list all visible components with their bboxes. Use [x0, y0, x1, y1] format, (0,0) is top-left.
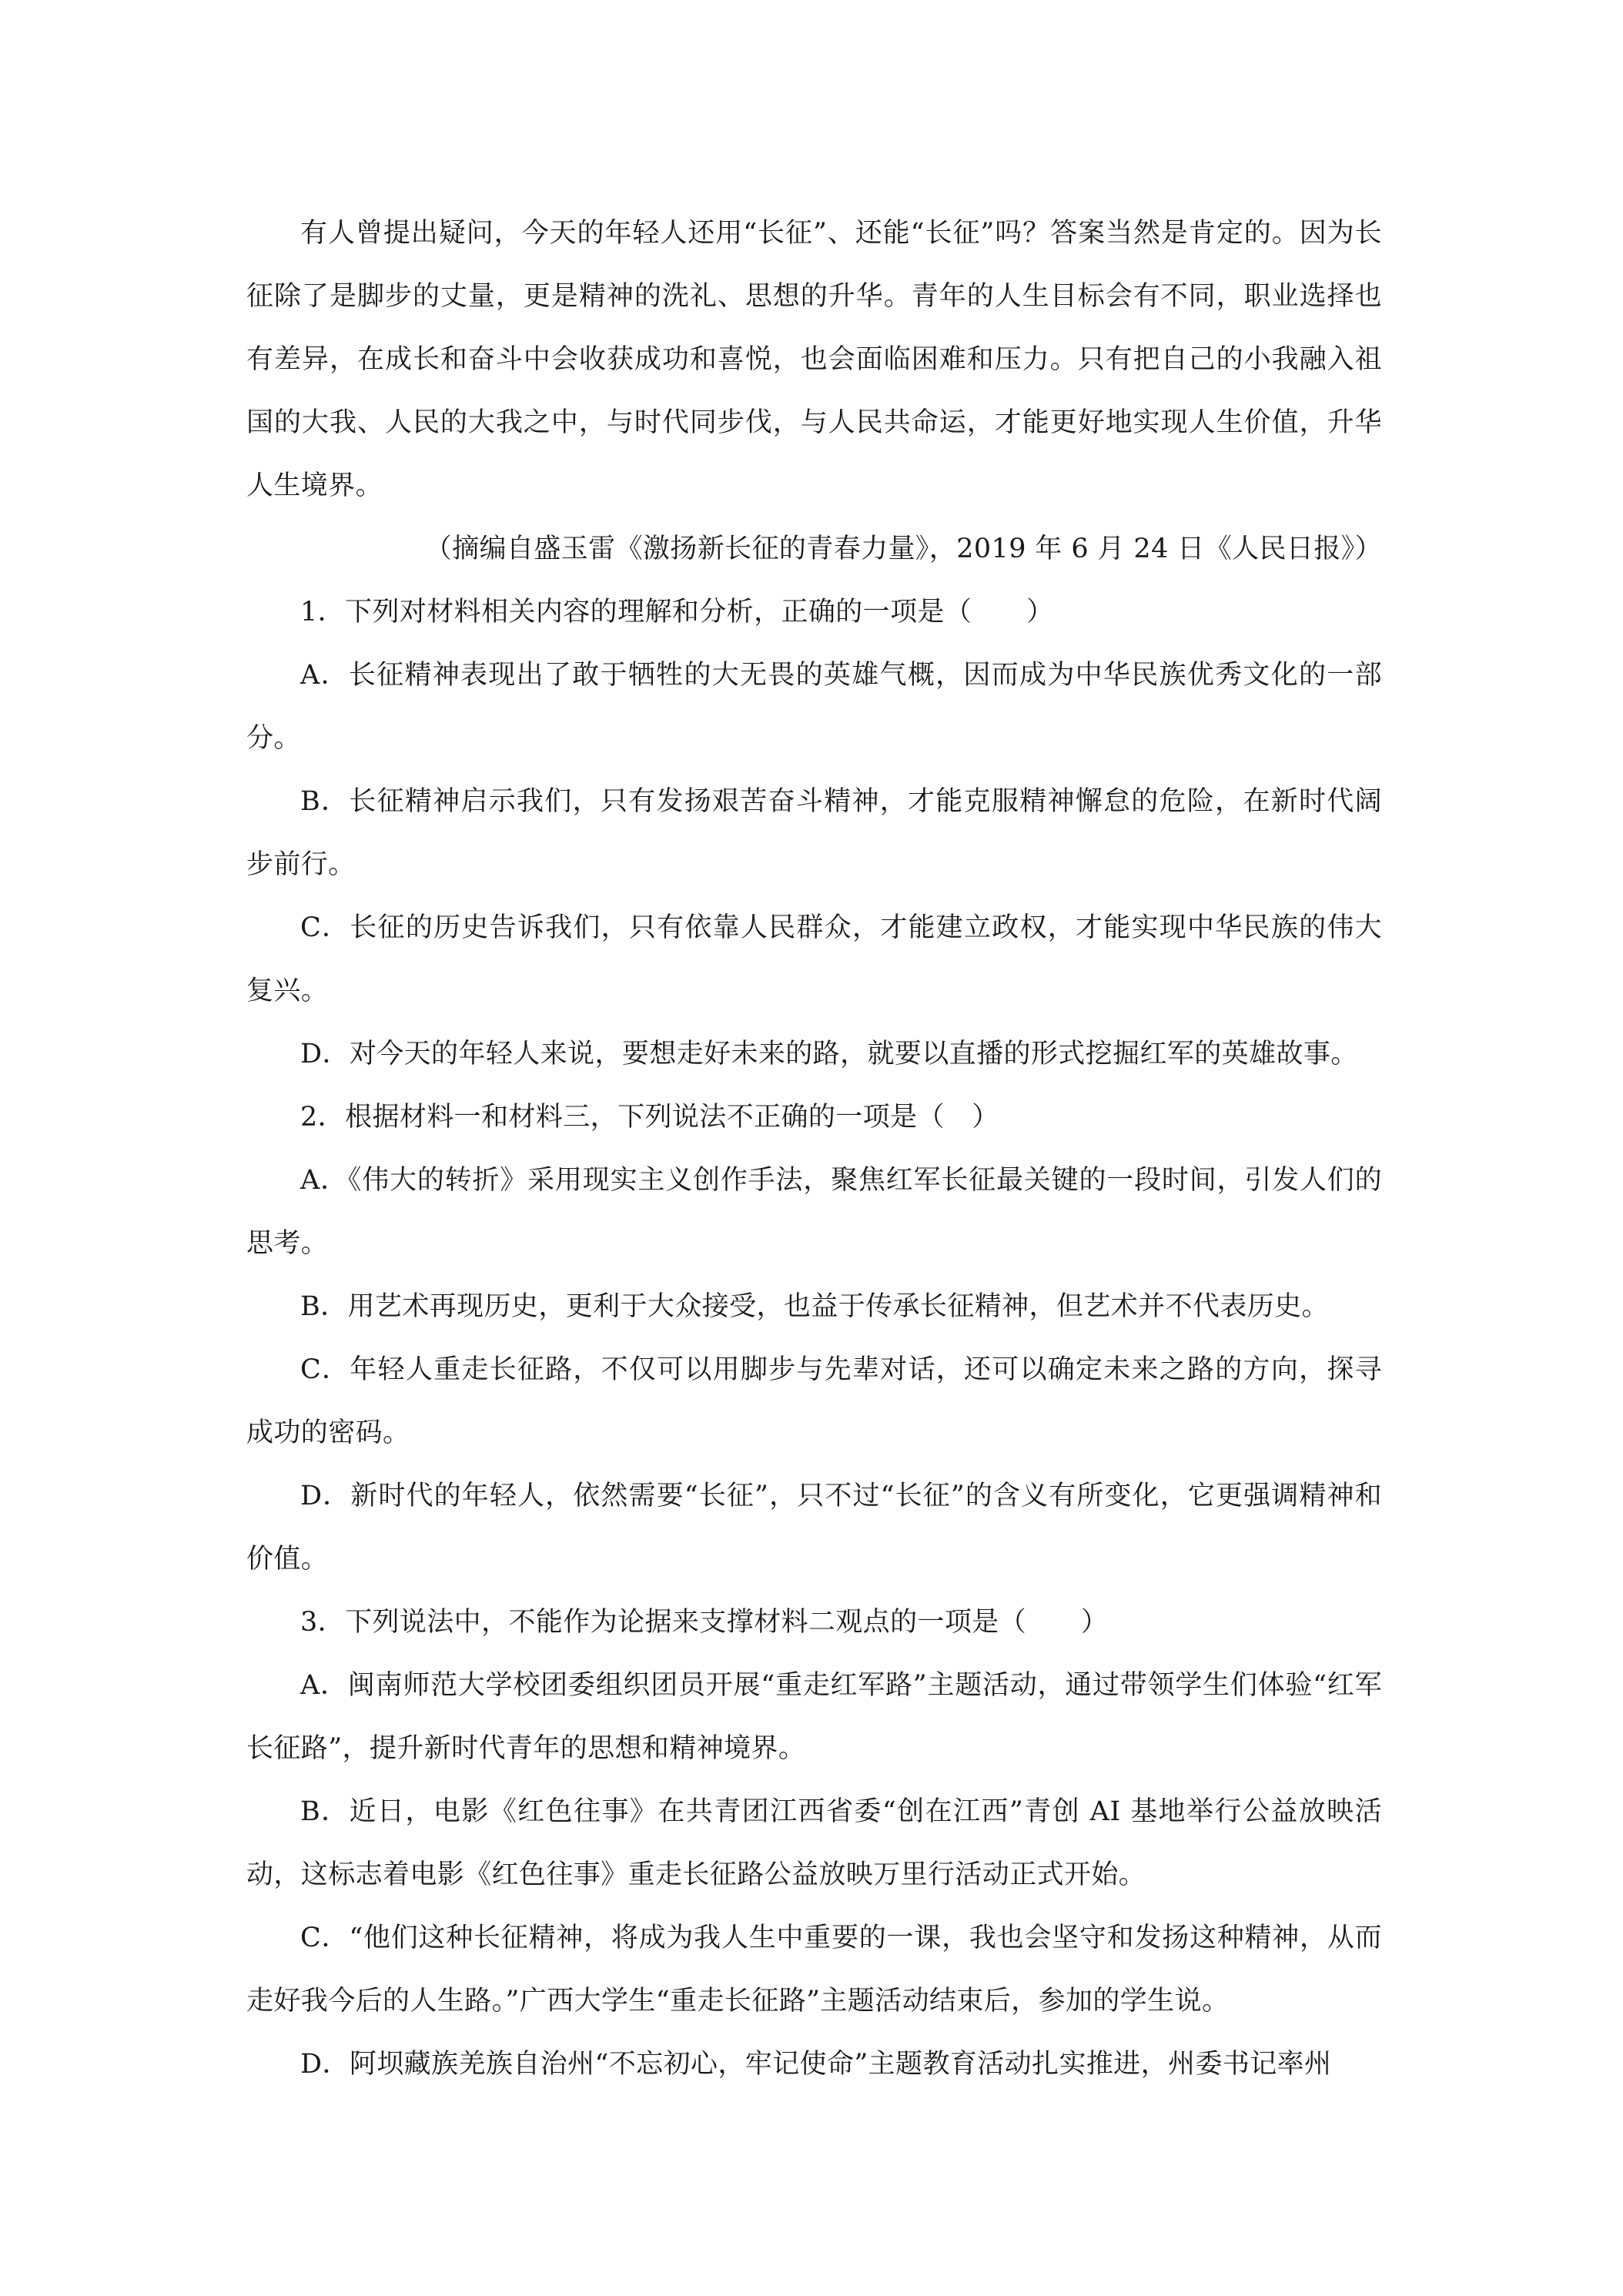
- question-2-option-a: A．《伟大的转折》采用现实主义创作手法，聚焦红军长征最关键的一段时间，引发人们的思考。: [246, 1165, 1382, 1259]
- question-2-option-b: B．用艺术再现历史，更利于大众接受，也益于传承长征精神，但艺术并不代表历史。: [300, 1291, 1329, 1322]
- document-body: [246, 202, 1382, 2096]
- source-citation: （摘编自盛玉雷《激扬新长征的青春力量》，2019 年 6 月 24 日《人民日报》）: [424, 534, 1382, 564]
- question-1-option-a: A．长征精神表现出了敢于牺牲的大无畏的英雄气概，因而成为中华民族优秀文化的一部分。: [246, 660, 1382, 754]
- question-2-option-d: D．新时代的年轻人，依然需要“长征”，只不过“长征”的含义有所变化，它更强调精神和价值。: [246, 1481, 1382, 1575]
- question-2-stem: 2．根据材料一和材料三，下列说法不正确的一项是（ ）: [300, 1102, 999, 1133]
- question-1-option-b: B．长征精神启示我们，只有发扬艰苦奋斗精神，才能克服精神懈怠的危险，在新时代阔步前行。: [246, 786, 1382, 880]
- question-3-option-b: B．近日，电影《红色往事》在共青团江西省委“创在江西”青创 AI 基地举行公益放映活动，这标志着电影《红色往事》重走长征路公益放映万里行活动正式开始。: [246, 1796, 1382, 1890]
- question-3-option-c: C．“他们这种长征精神，将成为我人生中重要的一课，我也会坚守和发扬这种精神，从而走好我今后的人生路。”广西大学生“重走长征路”主题活动结束后，参加的学生说。: [246, 1923, 1382, 2017]
- question-1-stem: 1．下列对材料相关内容的理解和分析，正确的一项是（ ）: [300, 597, 1054, 628]
- question-3-stem: 3．下列说法中，不能作为论据来支撑材料二观点的一项是（ ）: [300, 1607, 1109, 1638]
- passage-paragraph: 有人曾提出疑问，今天的年轻人还用“长征”、还能“长征”吗？答案当然是肯定的。因为长征除了是脚步的丈量，更是精神的洗礼、思想的升华。青年的人生目标会有不同，职业选择也有差异，在成长和奋斗中会收获成功和喜悦，也会面临困难和压力。只有把自己的小我融入祖国的大我、人民的大我之中，与时代同步伐，与人民共命运，才能更好地实现人生价值，升华人生境界。: [246, 218, 1382, 501]
- question-3-option-d: D．阿坝藏族羌族自治州“不忘初心，牢记使命”主题教育活动扎实推进，州委书记率州: [300, 2049, 1332, 2080]
- question-1-option-d: D．对今天的年轻人来说，要想走好未来的路，就要以直播的形式挖掘红军的英雄故事。: [300, 1039, 1358, 1069]
- question-2: [246, 1086, 1382, 1591]
- question-3: [246, 1591, 1382, 2096]
- question-2-option-c: C．年轻人重走长征路，不仅可以用脚步与先辈对话，还可以确定未来之路的方向，探寻成功的密码。: [246, 1354, 1382, 1448]
- question-3-option-a: A．闽南师范大学校团委组织团员开展“重走红军路”主题活动，通过带领学生们体验“红军长征路”，提升新时代青年的思想和精神境界。: [246, 1670, 1382, 1764]
- question-1: [246, 581, 1382, 1086]
- question-1-option-c: C．长征的历史告诉我们，只有依靠人民群众，才能建立政权，才能实现中华民族的伟大复兴。: [246, 912, 1382, 1006]
